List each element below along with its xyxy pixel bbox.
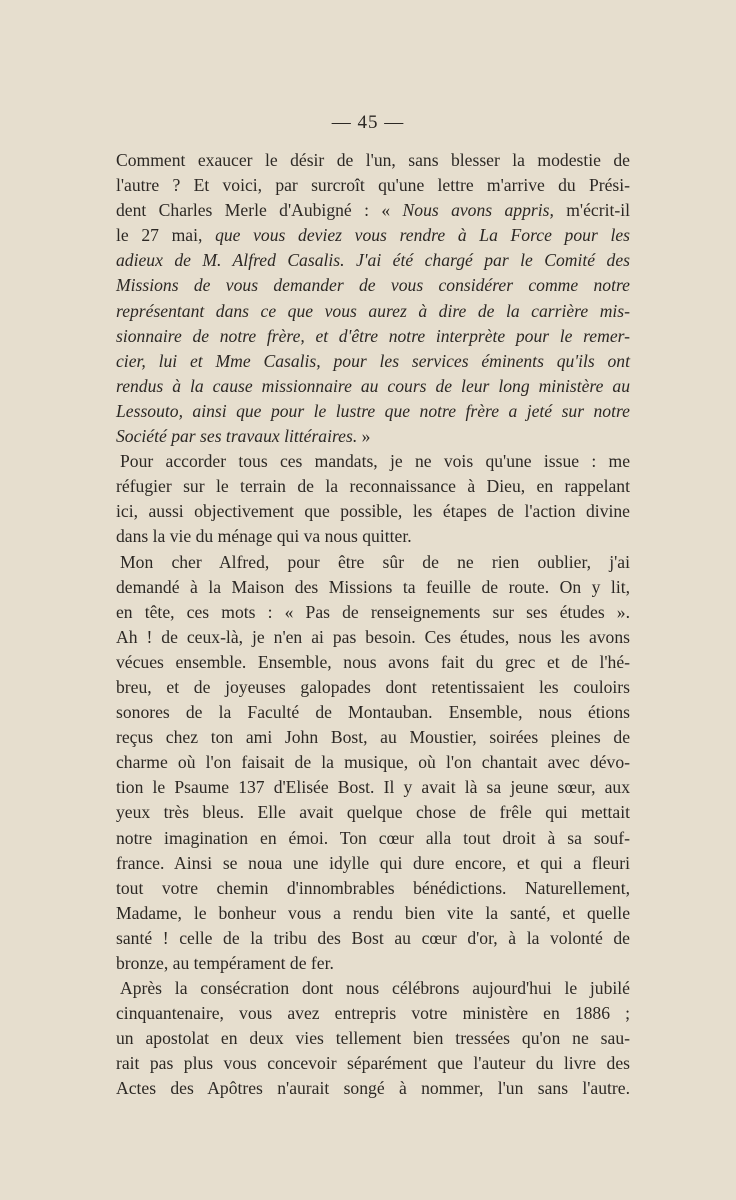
text-line: [116, 876, 630, 901]
text-run: cinquantenaire, vous avez entrepris votre ministère en 1886 ;: [116, 1003, 630, 1024]
text-run: bronze, au tempérament de fer.: [116, 953, 334, 973]
text-line: [116, 700, 630, 725]
text-run: charme où l'on faisait de la musique, où l'on chantait avec dévo-: [116, 752, 630, 773]
text-run: Ah ! de ceux-là, je n'en ai pas besoin. Ces études, nous les avons: [116, 626, 630, 647]
text-run: sonores de la Faculté de Montauban. Ensemble, nous étions: [116, 702, 630, 723]
text-line: [116, 550, 630, 575]
text-run: en tête, ces mots : « Pas de renseignements sur ses études ».: [116, 601, 630, 622]
text-line: [116, 951, 630, 976]
text-run: ici, aussi objectivement que possible, les étapes de l'action divine: [116, 501, 630, 522]
text-run: tion le Psaume 137 d'Elisée Bost. Il y avait là sa jeune sœur, aux: [116, 777, 630, 798]
italic-run: sionnaire de notre frère, et d'être notre interprète pour le remer-: [116, 325, 630, 346]
text-run: notre imagination en émoi. Ton cœur alla tout droit à sa souf-: [116, 827, 630, 848]
text-line: [116, 725, 630, 750]
text-line: [116, 474, 630, 499]
italic-run: que vous deviez vous rendre à La Force pour les: [215, 225, 630, 246]
text-line: [116, 775, 630, 800]
text-run: Pour accorder tous ces mandats, je ne vois qu'une issue : me: [120, 451, 630, 472]
text-line: [116, 424, 630, 449]
text-line: [116, 1076, 630, 1101]
text-line: [116, 851, 630, 876]
text-run: dans la vie du ménage qui va nous quitter.: [116, 526, 412, 547]
text-line: [116, 675, 630, 700]
text-run: Après la consécration dont nous célébrons aujourd'hui le jubilé: [120, 978, 630, 999]
text-line: [116, 399, 630, 424]
text-run: demandé à la Maison des Missions ta feuille de route. On y lit,: [116, 576, 630, 597]
text-line: [116, 273, 630, 298]
text-line: [116, 1026, 630, 1051]
text-line: [116, 524, 630, 549]
body-text: [116, 148, 630, 1102]
text-run: Madame, le bonheur vous a rendu bien vite la santé, et quelle: [116, 902, 630, 923]
text-run: Comment exaucer le désir de l'un, sans blesser la modestie de: [116, 150, 630, 170]
text-run: un apostolat en deux vies tellement bien tressées qu'on ne sau-: [116, 1028, 630, 1049]
italic-run: Société par ses travaux littéraires.: [116, 426, 358, 447]
text-line: [116, 625, 630, 650]
text-line: [116, 600, 630, 625]
text-line: [116, 374, 630, 399]
page-number: — 45 —: [331, 112, 405, 133]
italic-run: Lessouto, ainsi que pour le lustre que notre frère a jeté sur notre: [116, 400, 630, 421]
text-run: dent Charles Merle d'Aubigné : «: [116, 200, 403, 221]
text-run: le 27 mai,: [116, 225, 216, 246]
text-line: [116, 1001, 630, 1026]
text-run: Actes des Apôtres n'aurait songé à nommer, l'un sans l'autre.: [116, 1078, 630, 1099]
text-line: [116, 750, 630, 775]
text-line: [116, 976, 630, 1001]
text-line: [116, 826, 630, 851]
italic-run: Nous avons appris,: [402, 200, 554, 221]
text-run: tout votre chemin d'innombrables bénédictions. Naturellement,: [116, 877, 630, 898]
text-line: [116, 901, 630, 926]
text-line: [116, 173, 630, 198]
text-line: [116, 650, 630, 675]
text-run: l'autre ? Et voici, par surcroît qu'une lettre m'arrive du Prési-: [116, 175, 630, 196]
text-line: [116, 148, 630, 173]
text-run: santé ! celle de la tribu des Bost au cœur d'or, à la volonté de: [116, 927, 630, 948]
text-run: »: [357, 426, 371, 447]
italic-run: rendus à la cause missionnaire au cours de leur long ministère au: [116, 375, 630, 396]
text-line: [116, 1051, 630, 1076]
text-run: réfugier sur le terrain de la reconnaissance à Dieu, en rappelant: [116, 476, 630, 497]
text-line: [116, 449, 630, 474]
text-run: france. Ainsi se noua une idylle qui dure encore, et qui a fleuri: [116, 852, 630, 873]
text-run: breu, et de joyeuses galopades dont retentissaient les couloirs: [116, 676, 630, 697]
text-line: [116, 198, 630, 223]
text-run: yeux très bleus. Elle avait quelque chose de frêle qui mettait: [116, 802, 630, 823]
text-line: [116, 499, 630, 524]
text-line: [116, 800, 630, 825]
text-line: [116, 349, 630, 374]
italic-run: adieux de M. Alfred Casalis. J'ai été chargé par le Comité des: [116, 250, 630, 271]
text-line: [116, 248, 630, 273]
text-run: Mon cher Alfred, pour être sûr de ne rien oublier, j'ai: [120, 551, 630, 572]
italic-run: Missions de vous demander de vous considérer comme notre: [116, 275, 630, 296]
italic-run: cier, lui et Mme Casalis, pour les services éminents qu'ils ont: [116, 350, 630, 371]
text-line: [116, 324, 630, 349]
italic-run: représentant dans ce que vous aurez à dire de la carrière mis-: [116, 300, 630, 321]
text-line: [116, 575, 630, 600]
text-line: [116, 299, 630, 324]
text-run: rait pas plus vous concevoir séparément que l'auteur du livre des: [116, 1053, 630, 1074]
text-run: reçus chez ton ami John Bost, au Moustier, soirées pleines de: [116, 727, 630, 748]
text-line: [116, 223, 630, 248]
text-line: [116, 926, 630, 951]
text-run: vécues ensemble. Ensemble, nous avons fait du grec et de l'hé-: [116, 651, 630, 672]
text-run: m'écrit-il: [553, 200, 630, 221]
